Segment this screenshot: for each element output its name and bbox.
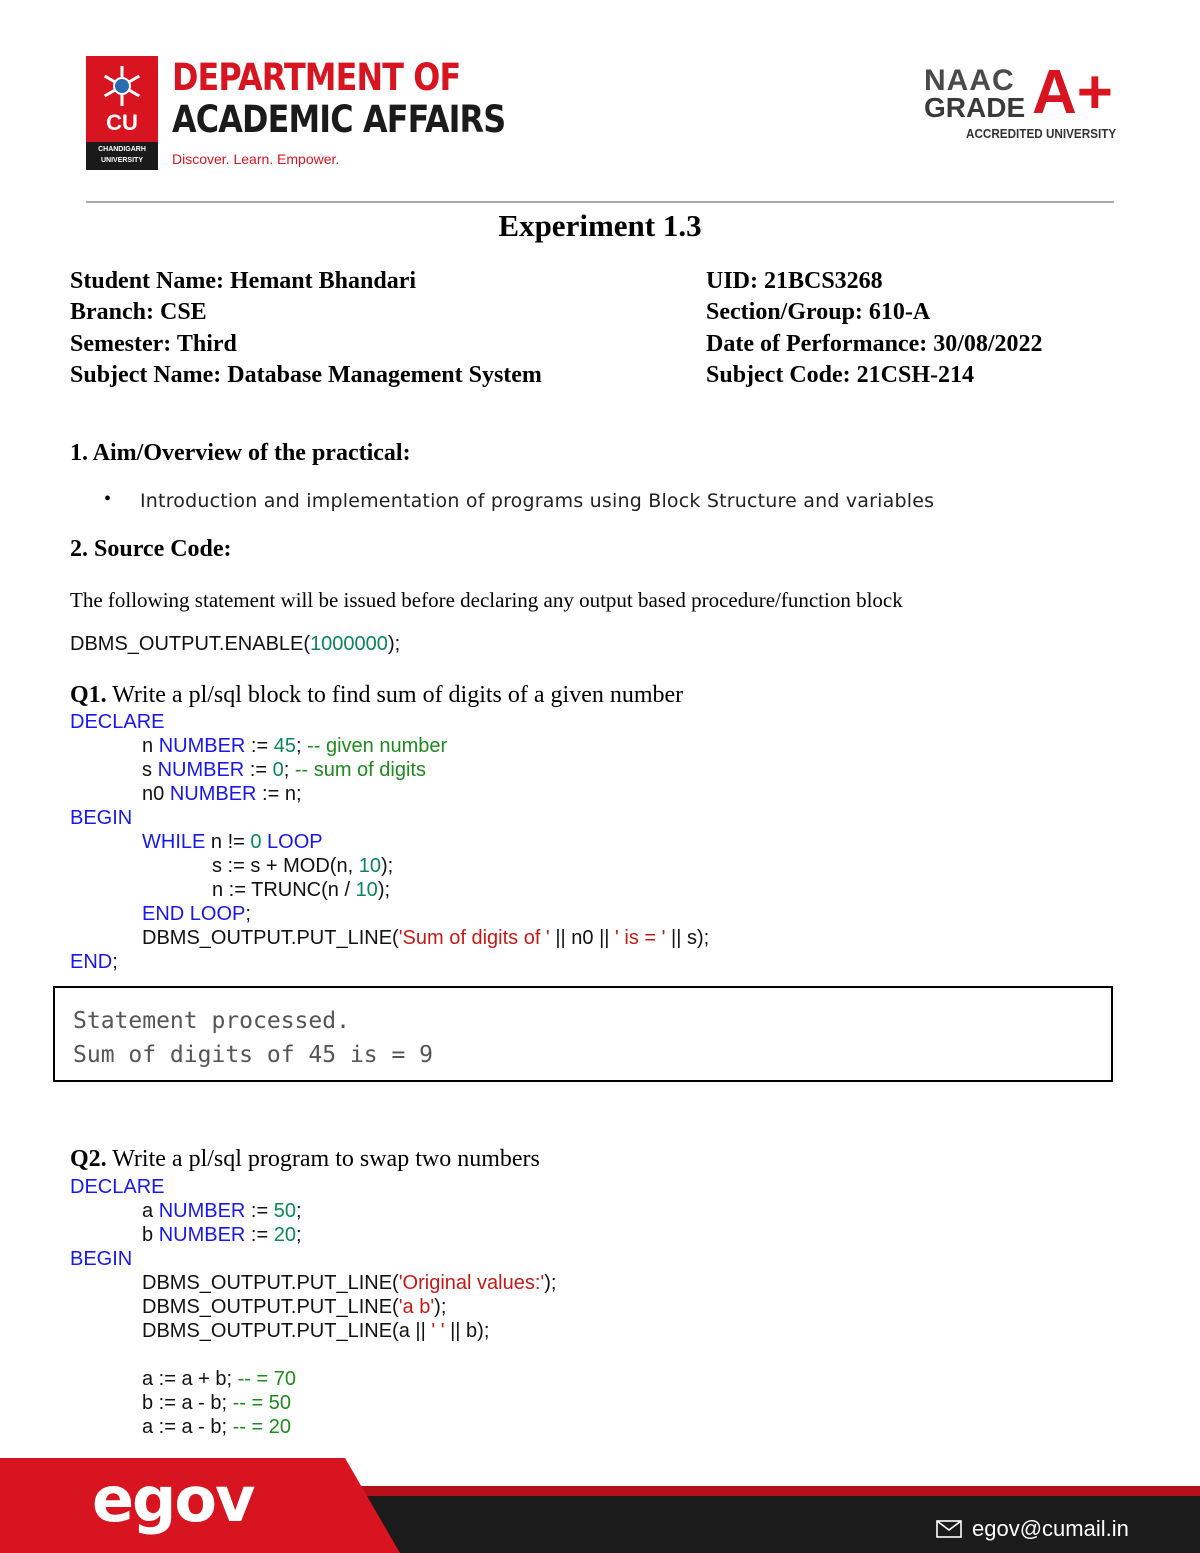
section-group: Section/Group: 610-A xyxy=(706,299,931,325)
branch: Branch: CSE xyxy=(70,299,207,325)
q1-question: Q1. Write a pl/sql block to find sum of digits of a given number xyxy=(70,682,684,708)
cu-logo-subtext: CHANDIGARH UNIVERSITY xyxy=(86,142,158,170)
date-of-performance: Date of Performance: 30/08/2022 xyxy=(706,331,1043,357)
aim-bullet: Introduction and implementation of programs using Block Structure and variables xyxy=(140,490,935,512)
cu-logo xyxy=(86,56,158,168)
page-title: Experiment 1.3 xyxy=(498,208,702,243)
q2-code: DECLARE a NUMBER := 50; b NUMBER := 20; BEGIN DBMS_OUTPUT.PUT_LINE('Original values:'); DBMS_OUTPUT.PUT_LINE('a b'); DBMS_OUTPUT.PUT_LINE(a || ' ' || b); a := a + b; -- = 70 b := a - b; -- = 50 a := a - b; -- = 20 xyxy=(70,1176,557,1438)
output-line: Sum of digits of 45 is = 9 xyxy=(73,1042,434,1068)
enable-statement: DBMS_OUTPUT.ENABLE(1000000); xyxy=(70,633,401,655)
student-name: Student Name: Hemant Bhandari xyxy=(70,268,417,294)
source-note: The following statement will be issued before declaring any output based procedure/function block xyxy=(70,588,903,612)
egov-logo: egov xyxy=(92,1463,254,1536)
snowflake-emblem-icon xyxy=(98,62,146,110)
tagline: Discover. Learn. Empower. xyxy=(172,151,340,167)
naac-grade-label: GRADE xyxy=(924,92,1026,123)
naac-grade-value: A+ xyxy=(1032,58,1113,127)
aim-heading: 1. Aim/Overview of the practical: xyxy=(70,440,411,466)
footer-email: egov@cumail.in xyxy=(972,1516,1129,1541)
student-uid: UID: 21BCS3268 xyxy=(706,268,883,294)
output-line: Statement processed. xyxy=(73,1008,350,1034)
source-heading: 2. Source Code: xyxy=(70,536,232,562)
subject-code: Subject Code: 21CSH-214 xyxy=(706,362,974,388)
header-divider xyxy=(86,201,1114,203)
bullet-icon: • xyxy=(104,488,112,510)
cu-logo-text: CU xyxy=(106,110,138,135)
q1-code: DECLARE n NUMBER := 45; -- given number s NUMBER := 0; -- sum of digits n0 NUMBER := n; BEGIN WHILE n != 0 LOOP s := s + MOD(n, 10); n := TRUNC(n / 10); END LOOP; DBMS_OUTPUT.PUT_LINE('Sum of digits of ' || n0 || ' is = ' || s); END; xyxy=(70,711,710,973)
department-title-line2: ACADEMIC AFFAIRS xyxy=(172,98,506,141)
footer-stripe xyxy=(360,1486,1200,1496)
semester: Semester: Third xyxy=(70,331,237,357)
naac-accredited-label: ACCREDITED UNIVERSITY xyxy=(966,126,1117,141)
mail-icon xyxy=(936,1520,962,1538)
department-title-line1: DEPARTMENT OF xyxy=(172,56,461,99)
naac-label: NAAC xyxy=(924,64,1015,97)
q2-question: Q2. Write a pl/sql program to swap two numbers xyxy=(70,1146,540,1172)
q1-output-box xyxy=(53,986,1113,1082)
subject-name: Subject Name: Database Management System xyxy=(70,362,542,388)
